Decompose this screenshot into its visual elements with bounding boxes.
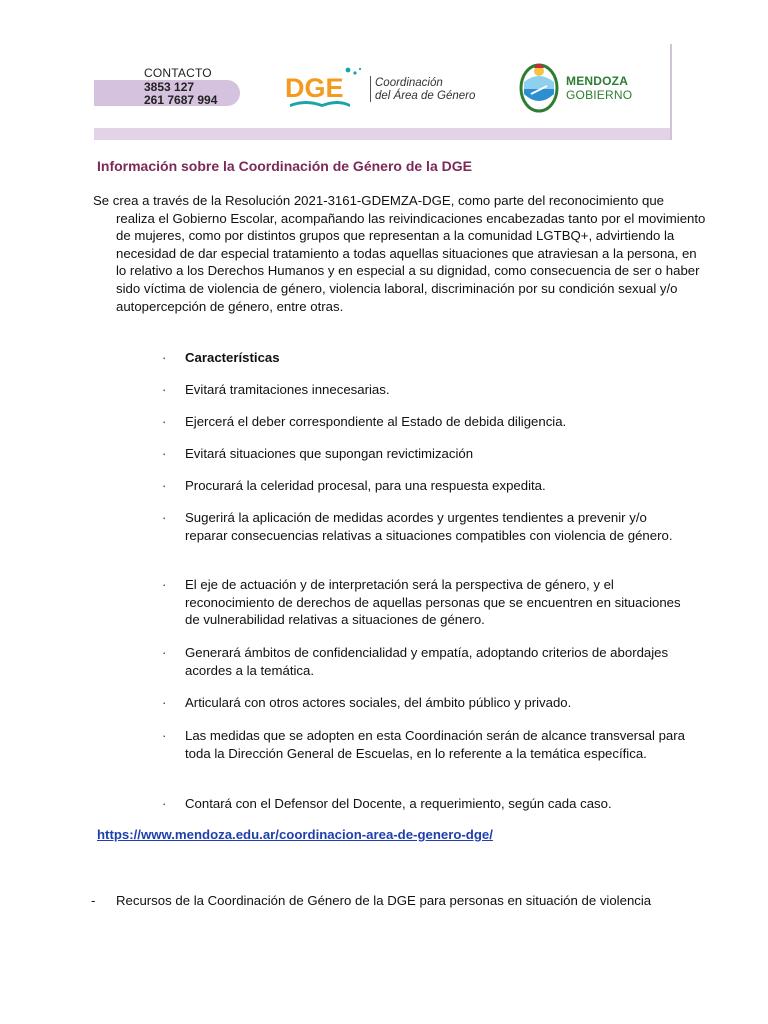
- features-heading: Características: [185, 350, 280, 365]
- list-item-text: Contará con el Defensor del Docente, a requerimiento, según cada caso.: [185, 796, 612, 811]
- mendoza-line1: MENDOZA: [566, 74, 629, 88]
- document-header: [94, 44, 672, 140]
- list-item-text: Procurará la celeridad procesal, para una respuesta expedita.: [185, 478, 546, 493]
- contact-phone-1: 3853 127: [144, 80, 195, 94]
- dge-subtitle-line2: del Área de Género: [375, 90, 476, 102]
- intro-paragraph: Se crea a través de la Resolución 2021-3161-GDEMZA-DGE, como parte del reconocimiento que realiza el Gobierno Escolar, acompañando las reivindicaciones encabezadas tanto por el movimiento de mujeres, como por distintos grupos que representan a la comunidad LGTBQ+, advirtiendo la necesidad de dar especial tratamiento a todas aquellas situaciones que atraviesan a la persona, en lo relativo a los Derechos Humanos y en especial a su dignidad, como consecuencia de ser o haber sido víctima de violencia de género, violencia laboral, discriminación por su condición sexual y/o autopercepción de género, entre otras.: [93, 193, 706, 314]
- list-item-text: El eje de actuación y de interpretación será la perspectiva de género, y el reconocimiento de derechos de aquellas personas que se encuentren en situaciones de vulnerabilidad relativas a situaciones de género.: [185, 577, 681, 628]
- bullet-icon: ·: [162, 414, 167, 429]
- resources-text: Recursos de la Coordinación de Género de la DGE para personas en situación de violencia: [116, 893, 652, 908]
- bullet-icon: ·: [162, 577, 167, 592]
- dge-divider: [370, 76, 371, 102]
- bullet-icon: ·: [162, 510, 167, 525]
- mendoza-line2: GOBIERNO: [566, 88, 633, 102]
- mendoza-shield-icon: [518, 58, 560, 114]
- coordination-link[interactable]: https://www.mendoza.edu.ar/coordinacion-area-de-genero-dge/: [97, 827, 493, 842]
- dge-logo: [284, 64, 364, 114]
- dge-dot-icon: [359, 68, 361, 70]
- dash-icon: -: [91, 893, 96, 908]
- list-item-text: Ejercerá el deber correspondiente al Estado de debida diligencia.: [185, 414, 567, 429]
- list-item-text: Las medidas que se adopten en esta Coordinación serán de alcance transversal para toda la Dirección General de Escuelas, en lo referente a la temática específica.: [185, 728, 685, 761]
- dge-subtitle-line1: Coordinación: [375, 77, 443, 89]
- list-item-text: Sugerirá la aplicación de medidas acordes y urgentes tendientes a prevenir y/o reparar consecuencias relativas a situaciones compatibles con violencia de género.: [185, 510, 673, 543]
- bullet-icon: ·: [162, 695, 167, 710]
- list-item-text: Evitará situaciones que supongan revictimización: [185, 446, 474, 461]
- document-title: Información sobre la Coordinación de Género de la DGE: [97, 158, 472, 174]
- header-band: [94, 128, 670, 140]
- bullet-icon: ·: [162, 728, 167, 743]
- bullet-icon: ·: [162, 796, 167, 811]
- dge-dot-icon: [353, 71, 356, 74]
- list-item-text: Articulará con otros actores sociales, del ámbito público y privado.: [185, 695, 572, 710]
- bullet-icon: ·: [162, 645, 167, 660]
- bullet-icon: ·: [162, 478, 167, 493]
- list-item-text: Generará ámbitos de confidencialidad y empatía, adoptando criterios de abordajes acordes a la temática.: [185, 645, 669, 678]
- header-right-rule: [670, 44, 672, 140]
- dge-dot-icon: [346, 68, 351, 73]
- contact-phone-2: 261 7687 994: [144, 93, 218, 107]
- contact-title: CONTACTO: [144, 66, 212, 80]
- bullet-icon: ·: [162, 382, 167, 397]
- list-item-text: Evitará tramitaciones innecesarias.: [185, 382, 390, 397]
- bullet-icon: ·: [162, 350, 167, 365]
- bullet-icon: ·: [162, 446, 167, 461]
- dge-logo-text: DGE: [285, 73, 344, 103]
